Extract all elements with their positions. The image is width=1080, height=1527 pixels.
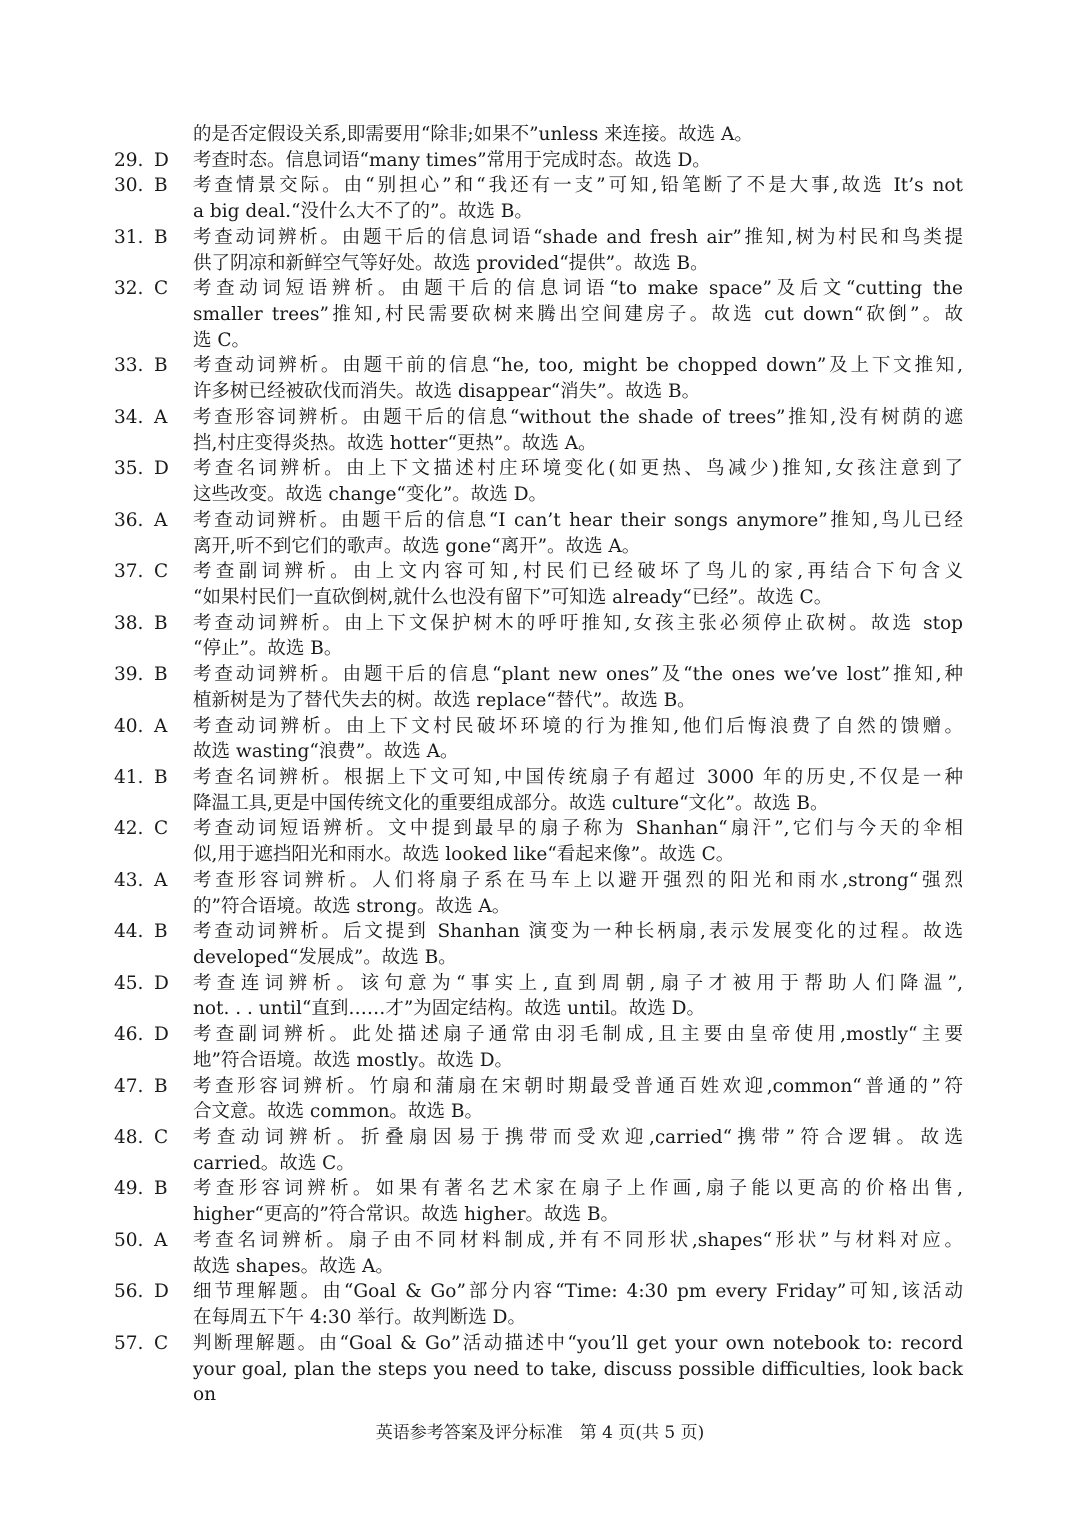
explanation-line: 细节理解题。由“Goal & Go”部分内容“Time: 4:30 pm every Friday”可知,该活动	[193, 1281, 963, 1303]
question-number: 30.	[114, 175, 144, 197]
question-number: 50.	[114, 1229, 144, 1251]
explanation	[193, 559, 963, 610]
question-number: 43.	[114, 869, 144, 891]
explanation-line: 考查动词辨析。由上下文村民破坏环境的行为推知,他们后悔浪费了自然的馈赠。	[193, 715, 963, 737]
explanation-line: 似,用于遮挡阳光和雨水。故选 looked like“看起来像”。故选 C。	[193, 844, 735, 866]
explanation	[193, 662, 963, 713]
question-number: 42.	[114, 818, 144, 840]
explanation	[193, 919, 963, 970]
answer-entry	[114, 1074, 964, 1125]
explanation-line: 考查动词辨析。由题干后的信息词语“shade and fresh air”推知,树为村民和鸟类提	[193, 226, 963, 248]
answer-letter: A	[154, 509, 168, 531]
explanation	[193, 765, 963, 816]
question-number: 49.	[114, 1178, 144, 1200]
explanation-line: 许多树已经被砍伐而消失。故选 disappear“消失”。故选 B。	[193, 381, 701, 403]
question-number: 32.	[114, 278, 144, 300]
answer-letter: D	[154, 1281, 169, 1303]
explanation-line: 判断理解题。由“Goal & Go”活动描述中“you’ll get your own notebook to: record	[193, 1332, 963, 1354]
explanation-line: 考查形容词辨析。竹扇和蒲扇在宋朝时期最受普通百姓欢迎,common“普通的”符	[193, 1075, 963, 1097]
answer-letter: D	[154, 149, 169, 171]
answer-letter: B	[154, 1075, 168, 1097]
answer-entry	[114, 508, 964, 559]
question-number: 46.	[114, 1024, 144, 1046]
answer-letter: D	[154, 972, 169, 994]
question-number: 38.	[114, 612, 144, 634]
explanation-line: “如果村民们一直砍倒树,就什么也没有留下”可知选 already“已经”。故选 C。	[193, 586, 833, 608]
explanation-line: 考查连词辨析。该句意为“事实上,直到周朝,扇子才被用于帮助人们降温”,	[193, 972, 963, 994]
answer-entry	[114, 148, 964, 174]
question-number: 47.	[114, 1075, 144, 1097]
answer-entry	[114, 971, 964, 1022]
question-number: 37.	[114, 561, 144, 583]
answer-letter: B	[154, 175, 168, 197]
explanation-line: 植新树是为了替代失去的树。故选 replace“替代”。故选 B。	[193, 689, 696, 711]
explanation-line: 考查动词辨析。折叠扇因易于携带而受欢迎,carried“携带”符合逻辑。故选	[193, 1127, 963, 1149]
explanation-line: 考查形容词辨析。如果有著名艺术家在扇子上作画,扇子能以更高的价格出售,	[193, 1178, 963, 1200]
explanation-line: 考查动词辨析。由上下文保护树木的呼吁推知,女孩主张必须停止砍树。故选 stop	[193, 612, 963, 634]
explanation-line: 供了阴凉和新鲜空气等好处。故选 provided“提供”。故选 B。	[193, 252, 709, 274]
explanation-line: 地”符合语境。故选 mostly。故选 D。	[193, 1049, 514, 1071]
explanation-line: “停止”。故选 B。	[193, 638, 343, 660]
answer-entry	[114, 1125, 964, 1176]
explanation	[193, 173, 963, 224]
explanation-line: 考查动词辨析。由题干后的信息“I can’t hear their songs anymore”推知,鸟儿已经	[193, 509, 963, 531]
explanation-line: 考查名词辨析。根据上下文可知,中国传统扇子有超过 3000 年的历史,不仅是一种	[193, 766, 963, 788]
answer-letter: C	[154, 1332, 169, 1354]
answer-entry	[114, 276, 964, 353]
explanation	[193, 1331, 963, 1406]
explanation	[193, 1074, 963, 1125]
explanation	[193, 971, 963, 1022]
explanation-line: 考查形容词辨析。由题干后的信息“without the shade of trees”推知,没有树荫的遮	[193, 406, 963, 428]
answer-letter: D	[154, 458, 169, 480]
answer-letter: C	[154, 818, 169, 840]
explanation-line: 降温工具,更是中国传统文化的重要组成部分。故选 culture“文化”。故选 B。	[193, 792, 829, 814]
explanation-line: 考查动词短语辨析。由题干后的信息词语“to make space”及后文“cutting the	[193, 278, 963, 300]
answer-entry	[114, 1228, 964, 1279]
explanation-line: 挡,村庄变得炎热。故选 hotter“更热”。故选 A。	[193, 432, 597, 454]
answer-letter: B	[154, 664, 168, 686]
answer-letter: C	[154, 278, 169, 300]
answer-entry	[114, 353, 964, 404]
answer-entry	[114, 225, 964, 276]
explanation-line: 考查动词辨析。由题干后的信息“plant new ones”及“the ones we’ve lost”推知,种	[193, 664, 963, 686]
answer-entry	[114, 816, 964, 867]
question-number: 36.	[114, 509, 144, 531]
explanation	[193, 353, 963, 404]
explanation	[193, 1125, 963, 1176]
explanation	[193, 276, 963, 353]
explanation	[193, 456, 963, 507]
explanation-line: 在每周五下午 4:30 举行。故判断选 D。	[193, 1307, 527, 1329]
explanation-line: 离开,听不到它们的歌声。故选 gone“离开”。故选 A。	[193, 535, 641, 557]
explanation-line: 故选 shapes。故选 A。	[193, 1255, 394, 1277]
explanation-line: 的是否定假设关系,即需要用“除非;如果不”unless 来连接。故选 A。	[193, 124, 753, 145]
explanation-line: 考查名词辨析。扇子由不同材料制成,并有不同形状,shapes“形状”与材料对应。	[193, 1229, 963, 1251]
explanation-line: 考查时态。信息词语“many times”常用于完成时态。故选 D。	[193, 149, 711, 171]
question-number: 44.	[114, 921, 144, 943]
answer-entry	[114, 559, 964, 610]
question-number: 34.	[114, 406, 144, 428]
explanation	[193, 816, 963, 867]
explanation	[193, 508, 963, 559]
answer-letter: A	[154, 1229, 168, 1251]
answer-entry	[114, 122, 964, 148]
question-number: 41.	[114, 766, 144, 788]
answer-letter: A	[154, 406, 168, 428]
question-number: 57.	[114, 1332, 144, 1354]
question-number: 45.	[114, 972, 144, 994]
answer-entry	[114, 1176, 964, 1227]
explanation-line: 合文意。故选 common。故选 B。	[193, 1101, 483, 1123]
explanation-line: 考查动词辨析。后文提到 Shanhan 演变为一种长柄扇,表示发展变化的过程。故选	[193, 921, 963, 943]
explanation	[193, 1022, 963, 1073]
answer-letter: B	[154, 226, 168, 248]
explanation-line: 考查情景交际。由“别担心”和“我还有一支”可知,铅笔断了不是大事,故选 It’s not	[193, 175, 963, 197]
question-number: 39.	[114, 664, 144, 686]
answer-letter: B	[154, 355, 168, 377]
explanation	[193, 1279, 963, 1330]
explanation-line: 选 C。	[193, 329, 251, 351]
answer-entry	[114, 662, 964, 713]
answer-entry	[114, 868, 964, 919]
answer-letter: D	[154, 1024, 169, 1046]
question-number: 48.	[114, 1127, 144, 1149]
explanation	[193, 225, 963, 276]
question-number: 33.	[114, 355, 144, 377]
answer-entry	[114, 1279, 964, 1330]
question-number: 35.	[114, 458, 144, 480]
explanation-line: higher“更高的”符合常识。故选 higher。故选 B。	[193, 1204, 620, 1226]
explanation-line: smaller trees”推知,村民需要砍树来腾出空间建房子。故选 cut down“砍倒”。故	[193, 304, 963, 326]
question-number: 56.	[114, 1281, 144, 1303]
answer-entry	[114, 405, 964, 456]
answer-list	[114, 122, 964, 1406]
answer-letter: A	[154, 715, 168, 737]
explanation	[193, 1176, 963, 1227]
answer-entry	[114, 765, 964, 816]
explanation	[193, 714, 963, 765]
explanation	[193, 611, 963, 662]
explanation	[193, 868, 963, 919]
explanation-line: 故选 wasting“浪费”。故选 A。	[193, 741, 459, 763]
explanation-line: 考查名词辨析。由上下文描述村庄环境变化(如更热、鸟减少)推知,女孩注意到了	[193, 458, 963, 480]
explanation-line: developed“发展成”。故选 B。	[193, 947, 457, 968]
explanation	[193, 1228, 963, 1279]
answer-letter: B	[154, 921, 168, 943]
answer-letter: B	[154, 1178, 168, 1200]
page-footer: 英语参考答案及评分标准 第 4 页(共 5 页)	[375, 1423, 705, 1443]
question-number: 29.	[114, 149, 144, 171]
answer-entry	[114, 173, 964, 224]
explanation	[193, 405, 963, 456]
answer-entry	[114, 611, 964, 662]
answer-entry	[114, 1331, 964, 1406]
answer-letter: B	[154, 612, 168, 634]
answer-letter: C	[154, 1127, 169, 1149]
question-number: 40.	[114, 715, 144, 737]
explanation	[193, 122, 963, 148]
answer-entry	[114, 1022, 964, 1073]
answer-letter: B	[154, 766, 168, 788]
explanation	[193, 148, 963, 174]
answer-letter: C	[154, 561, 169, 583]
answer-letter: A	[154, 869, 168, 891]
question-number: 31.	[114, 226, 144, 248]
explanation-line: not. . . until“直到……才”为固定结构。故选 until。故选 D。	[193, 998, 705, 1020]
explanation-line: 考查形容词辨析。人们将扇子系在马车上以避开强烈的阳光和雨水,strong“强烈	[193, 869, 963, 891]
explanation-line: 考查动词短语辨析。文中提到最早的扇子称为 Shanhan“扇汗”,它们与今天的伞相	[193, 818, 963, 840]
answer-entry	[114, 456, 964, 507]
explanation-line: 的”符合语境。故选 strong。故选 A。	[193, 895, 511, 917]
answer-entry	[114, 714, 964, 765]
explanation-line: a big deal.“没什么大不了的”。故选 B。	[193, 201, 533, 223]
explanation-line: 这些改变。故选 change“变化”。故选 D。	[193, 484, 548, 506]
answer-entry	[114, 919, 964, 970]
explanation-line: your goal, plan the steps you need to take, discuss possible difficulties, look back on	[193, 1358, 963, 1406]
explanation-line: carried。故选 C。	[193, 1152, 355, 1174]
explanation-line: 考查副词辨析。由上文内容可知,村民们已经破坏了鸟儿的家,再结合下句含义	[193, 561, 963, 583]
explanation-line: 考查动词辨析。由题干前的信息“he, too, might be chopped down”及上下文推知,	[193, 355, 963, 377]
explanation-line: 考查副词辨析。此处描述扇子通常由羽毛制成,且主要由皇帝使用,mostly“主要	[193, 1024, 963, 1046]
